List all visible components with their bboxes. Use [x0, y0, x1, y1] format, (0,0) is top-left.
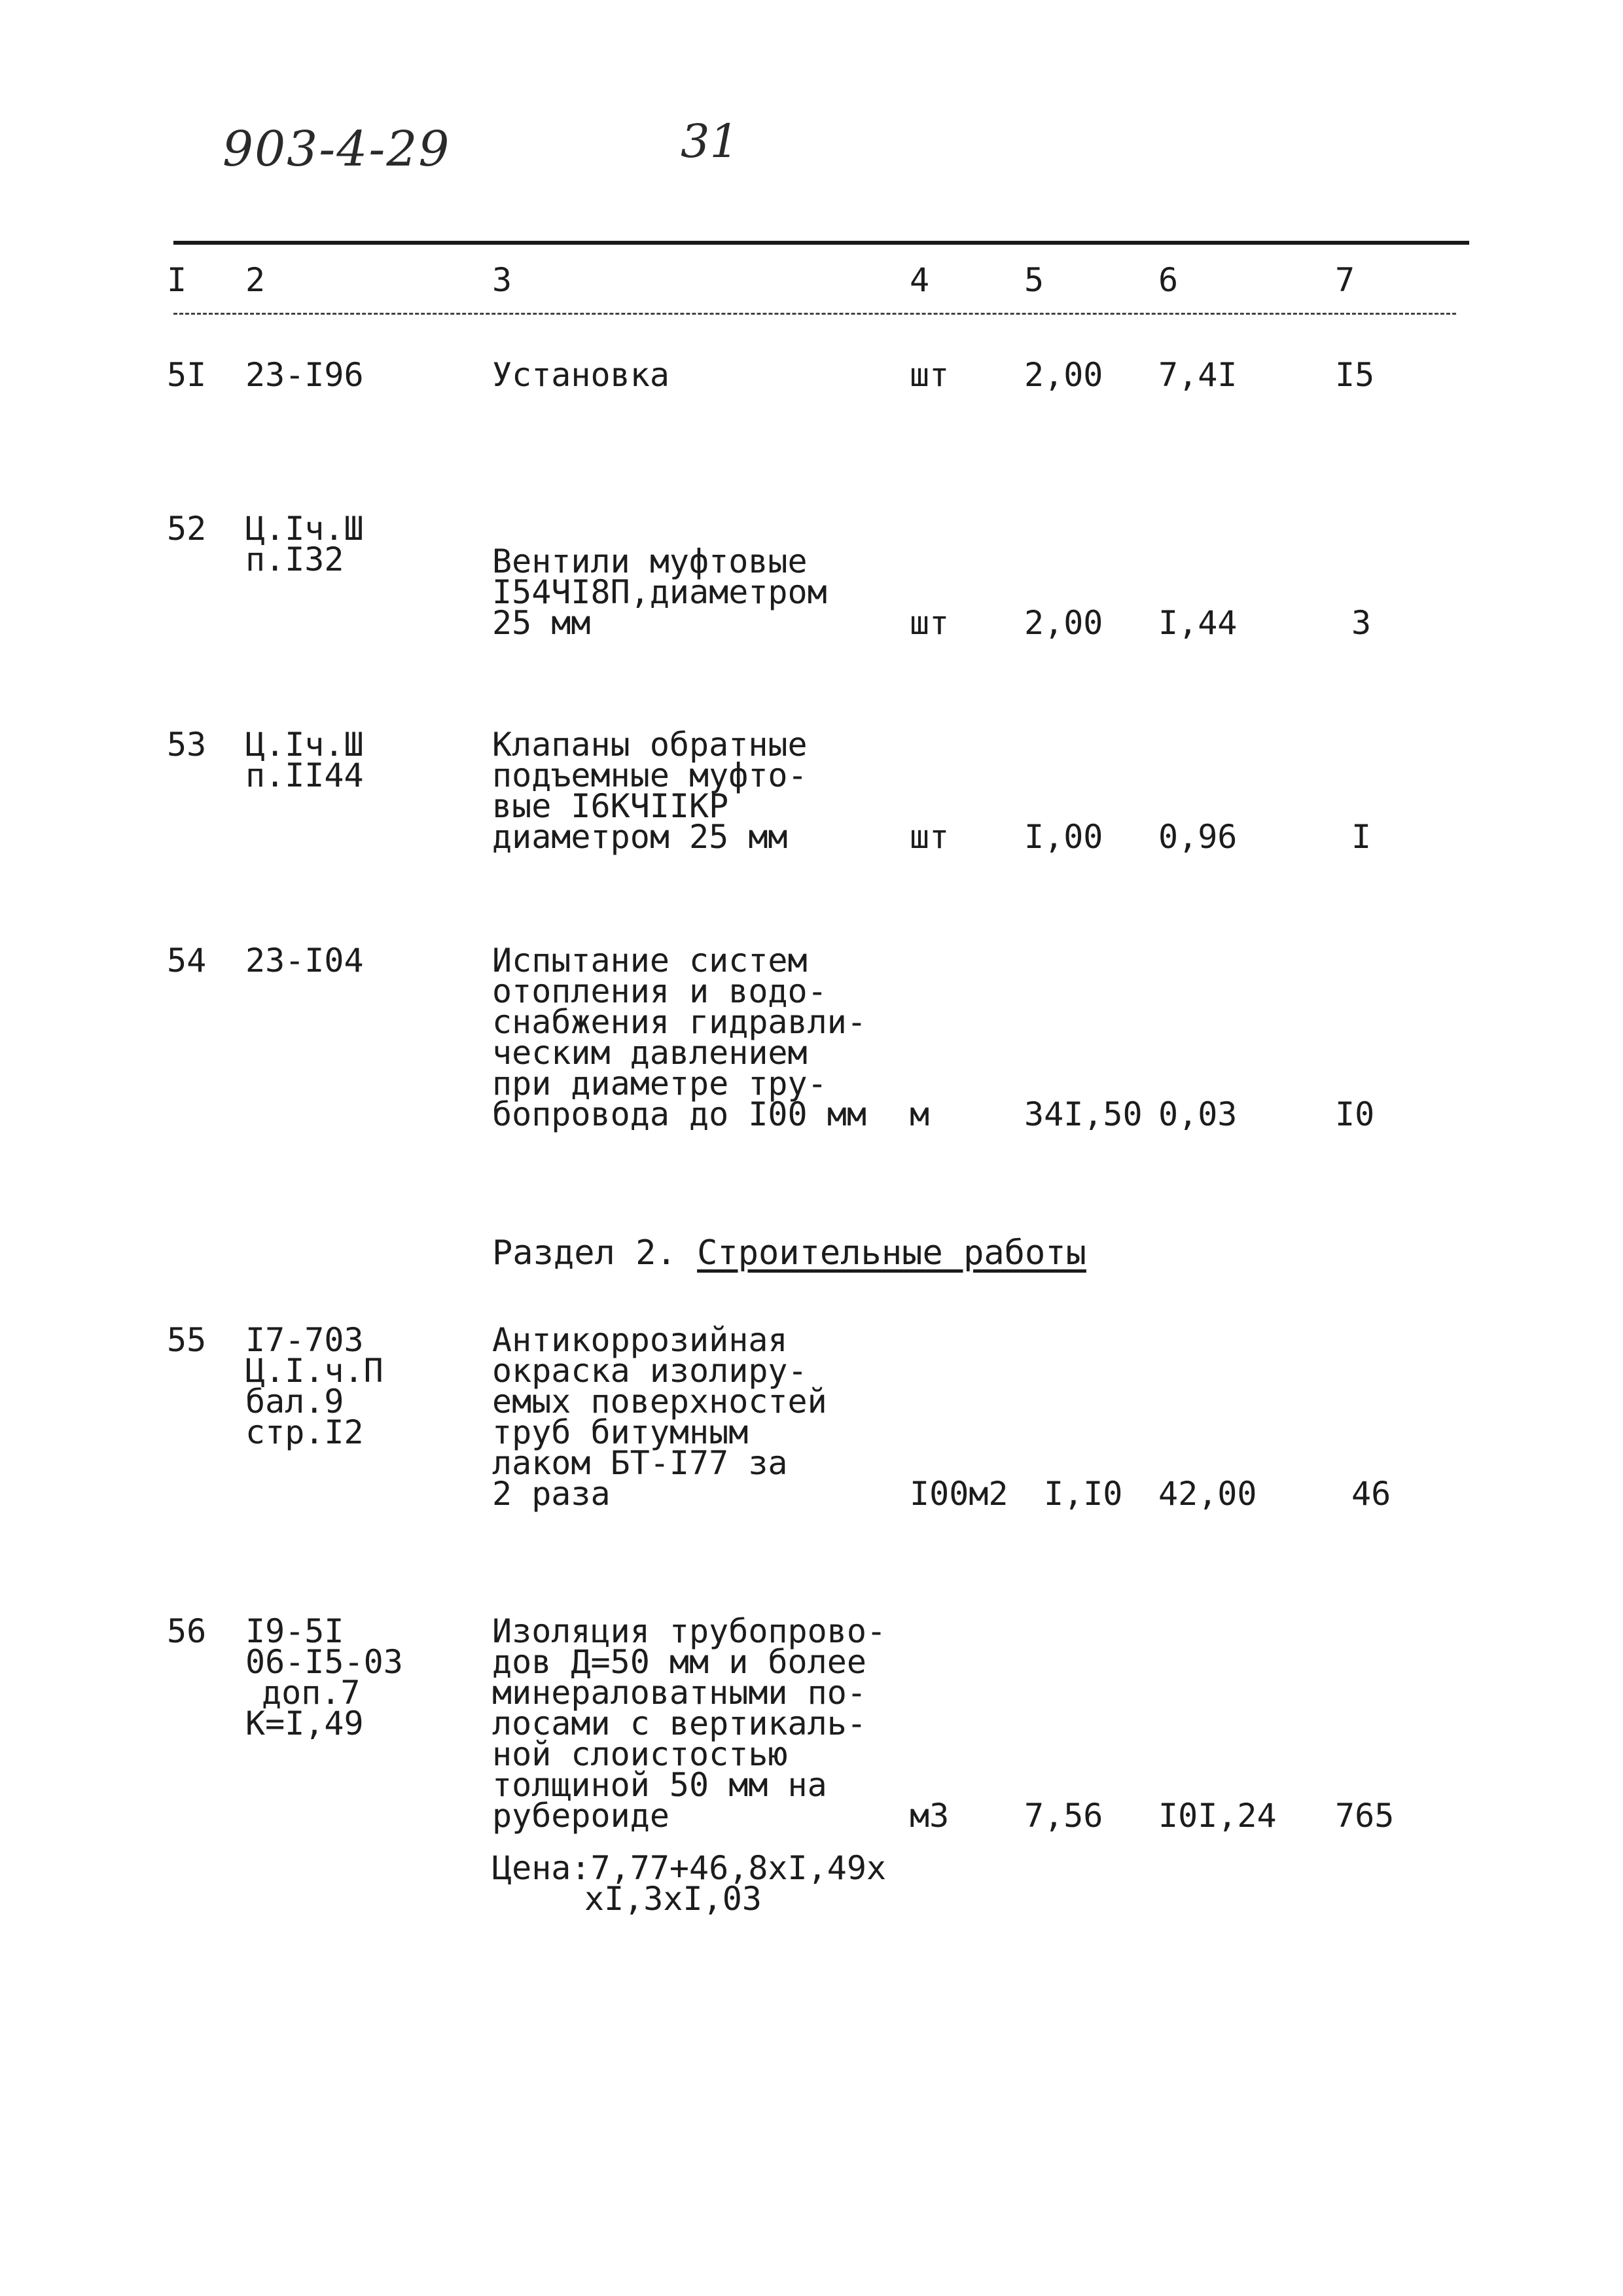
row-code: 06-I5-03: [245, 1643, 403, 1681]
row-code: 23-I96: [245, 356, 364, 394]
row-description: Испытание систем: [492, 942, 808, 980]
row-number: 55: [167, 1321, 207, 1359]
section-title: Строительные работы: [697, 1233, 1086, 1273]
row-price: 7,4I: [1158, 356, 1238, 394]
row-unit: шт: [910, 604, 950, 642]
row-description: ческим давлением: [492, 1034, 808, 1072]
row-price: 42,00: [1158, 1475, 1257, 1513]
row-total: I5: [1335, 356, 1375, 394]
row-description: при диаметре тру-: [492, 1065, 827, 1103]
row-description: лосами с вертикаль-: [492, 1704, 866, 1742]
row-code: бал.9: [245, 1383, 344, 1421]
row-code: доп.7: [262, 1674, 361, 1712]
header-col-3: 3: [492, 261, 512, 299]
row-price: 0,03: [1158, 1095, 1238, 1133]
header-col-2: 2: [245, 261, 266, 299]
row-description: труб битумным: [492, 1413, 749, 1451]
row-total: 3: [1351, 604, 1372, 642]
header-rule: [173, 241, 1469, 245]
row-description: ной слоистостью: [492, 1735, 788, 1773]
row-price: I0I,24: [1158, 1797, 1277, 1835]
row-quantity: I,I0: [1044, 1475, 1123, 1513]
header-col-6: 6: [1158, 261, 1179, 299]
row-description: Антикоррозийная: [492, 1321, 788, 1359]
row-description: емых поверхностей: [492, 1383, 827, 1421]
row-code: Ц.Iч.Ш: [245, 726, 364, 764]
row-unit: I00м2: [910, 1475, 1008, 1513]
row-description: лаком БТ-I77 за: [492, 1444, 788, 1482]
row-description: рубероиде: [492, 1797, 669, 1835]
row-price: 0,96: [1158, 818, 1238, 856]
price-formula: Цена:7,77+46,8хI,49х: [492, 1849, 887, 1887]
row-total: 765: [1335, 1797, 1395, 1835]
header-col-1: I: [167, 261, 187, 299]
row-description: I54ЧI8П,диаметром: [492, 573, 827, 611]
row-quantity: 7,56: [1024, 1797, 1103, 1835]
document-code: 903-4-29: [223, 121, 451, 177]
row-number: 53: [167, 726, 207, 764]
header-col-5: 5: [1024, 261, 1044, 299]
row-description: вые I6КЧIIКР: [492, 787, 729, 825]
row-description: окраска изолиру-: [492, 1352, 808, 1390]
row-unit: м: [910, 1095, 930, 1133]
page-number: 31: [681, 115, 740, 168]
row-unit: шт: [910, 356, 950, 394]
row-description: бопровода до I00 мм: [492, 1095, 866, 1133]
row-description: диаметром 25 мм: [492, 818, 788, 856]
row-quantity: I,00: [1024, 818, 1103, 856]
section-prefix: Раздел 2.: [492, 1233, 698, 1273]
row-code: I9-5I: [245, 1612, 344, 1650]
header-col-4: 4: [910, 261, 930, 299]
row-description: 2 раза: [492, 1475, 611, 1513]
row-description: дов Д=50 мм и более: [492, 1643, 866, 1681]
row-quantity: 34I,50: [1024, 1095, 1143, 1133]
row-quantity: 2,00: [1024, 356, 1103, 394]
row-code: Ц.I.ч.П: [245, 1352, 383, 1390]
section-heading: [492, 1233, 1086, 1273]
row-description: Вентили муфтовые: [492, 542, 808, 580]
row-code: 23-I04: [245, 942, 364, 980]
row-total: 46: [1351, 1475, 1391, 1513]
price-formula: хI,3хI,03: [584, 1880, 762, 1918]
header-col-7: 7: [1335, 261, 1355, 299]
row-code: К=I,49: [245, 1704, 364, 1742]
row-description: Установка: [492, 356, 669, 394]
row-total: I0: [1335, 1095, 1375, 1133]
row-description: минераловатными по-: [492, 1674, 866, 1712]
row-description: снабжения гидравли-: [492, 1003, 866, 1041]
row-description: 25 мм: [492, 604, 591, 642]
row-unit: м3: [910, 1797, 950, 1835]
row-number: 52: [167, 510, 207, 548]
row-description: подъемные муфто-: [492, 756, 808, 794]
row-code: стр.I2: [245, 1413, 364, 1451]
row-number: 5I: [167, 356, 207, 394]
row-description: Клапаны обратные: [492, 726, 808, 764]
row-number: 54: [167, 942, 207, 980]
row-description: Изоляция трубопрово-: [492, 1612, 887, 1650]
row-code: I7-703: [245, 1321, 364, 1359]
row-price: I,44: [1158, 604, 1238, 642]
row-unit: шт: [910, 818, 950, 856]
row-number: 56: [167, 1612, 207, 1650]
row-quantity: 2,00: [1024, 604, 1103, 642]
row-code: Ц.Iч.Ш: [245, 510, 364, 548]
row-description: отопления и водо-: [492, 972, 827, 1010]
row-code: п.I32: [245, 540, 344, 578]
row-code: п.II44: [245, 756, 364, 794]
row-description: толщиной 50 мм на: [492, 1766, 827, 1804]
header-dashed-rule: [173, 313, 1456, 315]
row-total: I: [1351, 818, 1372, 856]
